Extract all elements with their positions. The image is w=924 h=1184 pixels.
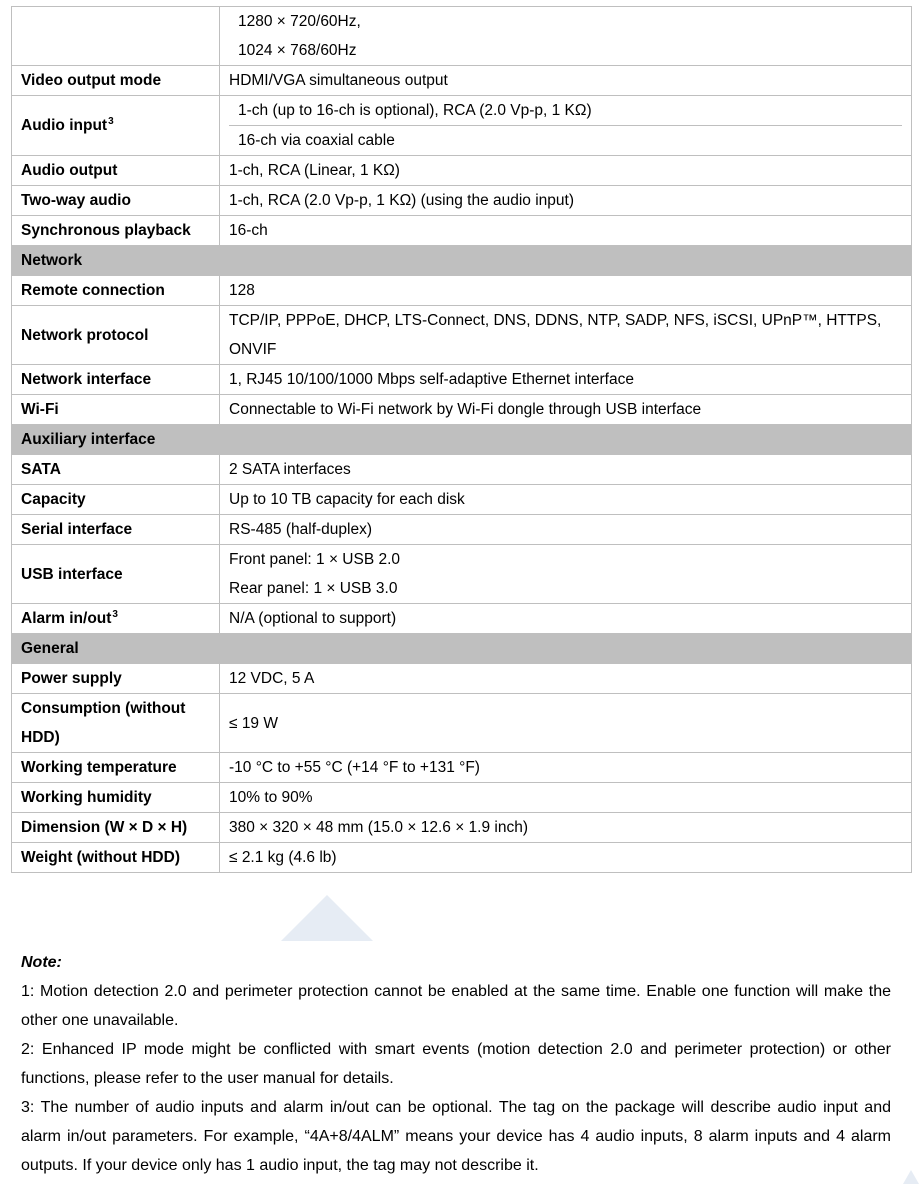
table-row bbox=[12, 365, 912, 395]
row-value: 380 × 320 × 48 mm (15.0 × 12.6 × 1.9 inch) bbox=[220, 813, 912, 843]
row-value: 1-ch, RCA (2.0 Vp-p, 1 KΩ) (using the audio input) bbox=[220, 186, 912, 216]
row-label: Power supply bbox=[12, 664, 220, 694]
note-item: 1: Motion detection 2.0 and perimeter protection cannot be enabled at the same time. Enable one function will make the other one unavailable. bbox=[21, 983, 891, 1029]
row-label: Capacity bbox=[12, 485, 220, 515]
footnote-mark: 3 bbox=[108, 116, 114, 127]
resolution-line: 1280 × 720/60Hz, bbox=[238, 13, 361, 30]
row-value: Front panel: 1 × USB 2.0 Rear panel: 1 × USB 3.0 bbox=[220, 545, 912, 604]
row-value: 10% to 90% bbox=[220, 783, 912, 813]
footnote-mark: 3 bbox=[112, 609, 118, 620]
row-label: Synchronous playback bbox=[12, 216, 220, 246]
row-value: 12 VDC, 5 A bbox=[220, 664, 912, 694]
row-label: Video output mode bbox=[12, 66, 220, 96]
table-row bbox=[12, 306, 912, 365]
table-row bbox=[12, 156, 912, 186]
row-value: 16-ch bbox=[220, 216, 912, 246]
section-title: General bbox=[12, 634, 912, 664]
table-row bbox=[12, 186, 912, 216]
row-label: Weight (without HDD) bbox=[12, 843, 220, 873]
section-header-general bbox=[12, 634, 912, 664]
note-item: 2: Enhanced IP mode might be conflicted with smart events (motion detection 2.0 and perimeter protection) or other functions, please refer to the user manual for details. bbox=[21, 1041, 891, 1087]
row-value: ≤ 2.1 kg (4.6 lb) bbox=[220, 843, 912, 873]
row-value bbox=[220, 7, 912, 66]
table-row bbox=[12, 485, 912, 515]
table-row bbox=[12, 783, 912, 813]
table-row bbox=[12, 664, 912, 694]
row-label: Serial interface bbox=[12, 515, 220, 545]
row-label: Two-way audio bbox=[12, 186, 220, 216]
row-label: Dimension (W × D × H) bbox=[12, 813, 220, 843]
row-value: HDMI/VGA simultaneous output bbox=[220, 66, 912, 96]
table-row bbox=[12, 753, 912, 783]
section-title: Network bbox=[12, 246, 912, 276]
table-row bbox=[12, 545, 912, 604]
spec-table bbox=[11, 6, 912, 873]
note-item: 3: The number of audio inputs and alarm in/out can be optional. The tag on the package will describe audio input and alarm in/out parameters. For example, “4A+8/4ALM” means your device has 4 audio inputs, 8 alarm inputs and 4 alarm outputs. If your device only has 1 audio input, the tag may not describe it. bbox=[21, 1099, 891, 1174]
row-label: Remote connection bbox=[12, 276, 220, 306]
table-row bbox=[12, 813, 912, 843]
row-value: 128 bbox=[220, 276, 912, 306]
row-value: -10 °C to +55 °C (+14 °F to +131 °F) bbox=[220, 753, 912, 783]
row-value: ≤ 19 W bbox=[220, 694, 912, 753]
row-label: Consumption (without HDD) bbox=[12, 694, 220, 753]
row-value: TCP/IP, PPPoE, DHCP, LTS-Connect, DNS, DDNS, NTP, SADP, NFS, iSCSI, UPnP™, HTTPS, ONVIF bbox=[220, 306, 912, 365]
row-label: Audio input$^3$ bbox=[12, 96, 220, 156]
section-header-network bbox=[12, 246, 912, 276]
table-row bbox=[12, 216, 912, 246]
row-value: N/A (optional to support) bbox=[220, 604, 912, 634]
row-label bbox=[12, 7, 220, 66]
table-row bbox=[12, 276, 912, 306]
row-label: USB interface bbox=[12, 545, 220, 604]
row-label: Audio output bbox=[12, 156, 220, 186]
row-value: 2 SATA interfaces bbox=[220, 455, 912, 485]
row-label: SATA bbox=[12, 455, 220, 485]
table-row bbox=[12, 604, 912, 634]
table-row bbox=[12, 7, 912, 66]
row-label: Alarm in/out$^3$ bbox=[12, 604, 220, 634]
section-header-auxiliary bbox=[12, 425, 912, 455]
row-value: Up to 10 TB capacity for each disk bbox=[220, 485, 912, 515]
row-value: Connectable to Wi-Fi network by Wi-Fi dongle through USB interface bbox=[220, 395, 912, 425]
row-label: Working temperature bbox=[12, 753, 220, 783]
row-value: 1, RJ45 10/100/1000 Mbps self-adaptive Ethernet interface bbox=[220, 365, 912, 395]
table-row bbox=[12, 455, 912, 485]
notes-title: Note: bbox=[21, 954, 62, 971]
row-label: Network interface bbox=[12, 365, 220, 395]
row-label: Working humidity bbox=[12, 783, 220, 813]
table-row bbox=[12, 395, 912, 425]
table-row bbox=[12, 843, 912, 873]
row-label: Network protocol bbox=[12, 306, 220, 365]
row-value: 1-ch, RCA (Linear, 1 KΩ) bbox=[220, 156, 912, 186]
corner-triangle-icon bbox=[903, 1170, 919, 1184]
resolution-line: 1024 × 768/60Hz bbox=[238, 42, 357, 59]
section-title: Auxiliary interface bbox=[12, 425, 912, 455]
row-label: Wi-Fi bbox=[12, 395, 220, 425]
table-row bbox=[12, 96, 912, 156]
notes-section bbox=[21, 948, 891, 1180]
row-value: 1-ch (up to 16-ch is optional), RCA (2.0 Vp-p, 1 KΩ) 16-ch via coaxial cable bbox=[220, 96, 912, 156]
row-value: RS-485 (half-duplex) bbox=[220, 515, 912, 545]
up-triangle-icon bbox=[281, 895, 373, 941]
table-row bbox=[12, 515, 912, 545]
table-row bbox=[12, 66, 912, 96]
table-row bbox=[12, 694, 912, 753]
